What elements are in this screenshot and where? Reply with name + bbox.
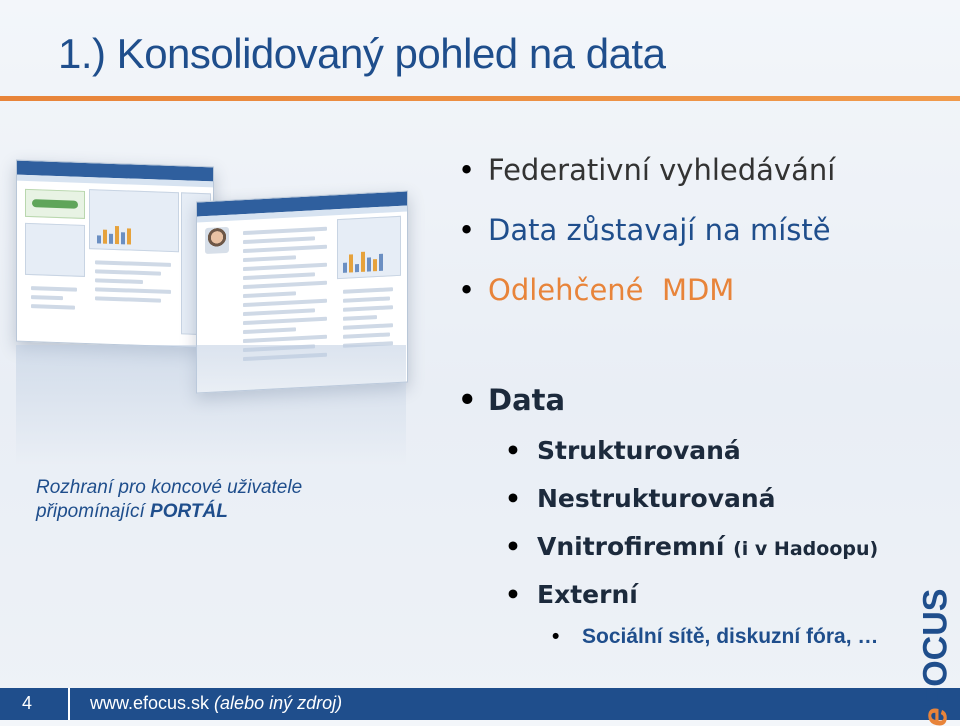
efocus-logo: eFOCUS <box>916 588 955 726</box>
footer-divider <box>68 688 70 720</box>
portal-caption <box>36 476 302 524</box>
footer-url: www.efocus.sk (alebo iný zdroj) <box>90 693 343 713</box>
screenshot-reflection <box>16 345 406 465</box>
bullet-federated-search: • Federativní vyhledávání <box>458 150 835 210</box>
list-item-external: • Externí <box>505 578 878 626</box>
list-item-internal: • Vnitrofiremní (i v Hadoopu) <box>505 530 878 578</box>
bullet-data-heading: • Data <box>458 380 565 432</box>
hadoop-note: (i v Hadoopu) <box>733 538 879 560</box>
caption-line-2: připomínající PORTÁL <box>36 501 228 522</box>
page-number: 4 <box>22 693 33 713</box>
caption-line-1: Rozhraní pro koncové uživatele <box>36 477 303 498</box>
bullet-data-in-place: • Data zůstavají na místě <box>458 210 835 270</box>
list-item-social-networks: • Sociální sítě, diskuzní fóra, … <box>552 622 878 652</box>
external-sources-list <box>552 622 878 652</box>
portal-screenshot-back <box>16 160 214 349</box>
feature-bullets <box>458 150 835 330</box>
footer-link[interactable]: www.efocus.sk <box>90 693 210 713</box>
user-avatar-image <box>205 227 229 254</box>
caption-portal-word: PORTÁL <box>150 501 228 522</box>
data-bullet <box>458 380 565 432</box>
bullet-lightweight-mdm: • Odlehčené MDM <box>458 270 835 330</box>
greenleaf-logo-image <box>25 189 85 219</box>
title-underline <box>0 96 960 101</box>
slide-title: 1.) Konsolidovaný pohled na data <box>58 30 666 77</box>
list-item-unstructured: • Nestrukturovaná <box>505 482 878 530</box>
list-item-structured: • Strukturovaná <box>505 434 878 482</box>
data-types-list <box>505 434 878 626</box>
